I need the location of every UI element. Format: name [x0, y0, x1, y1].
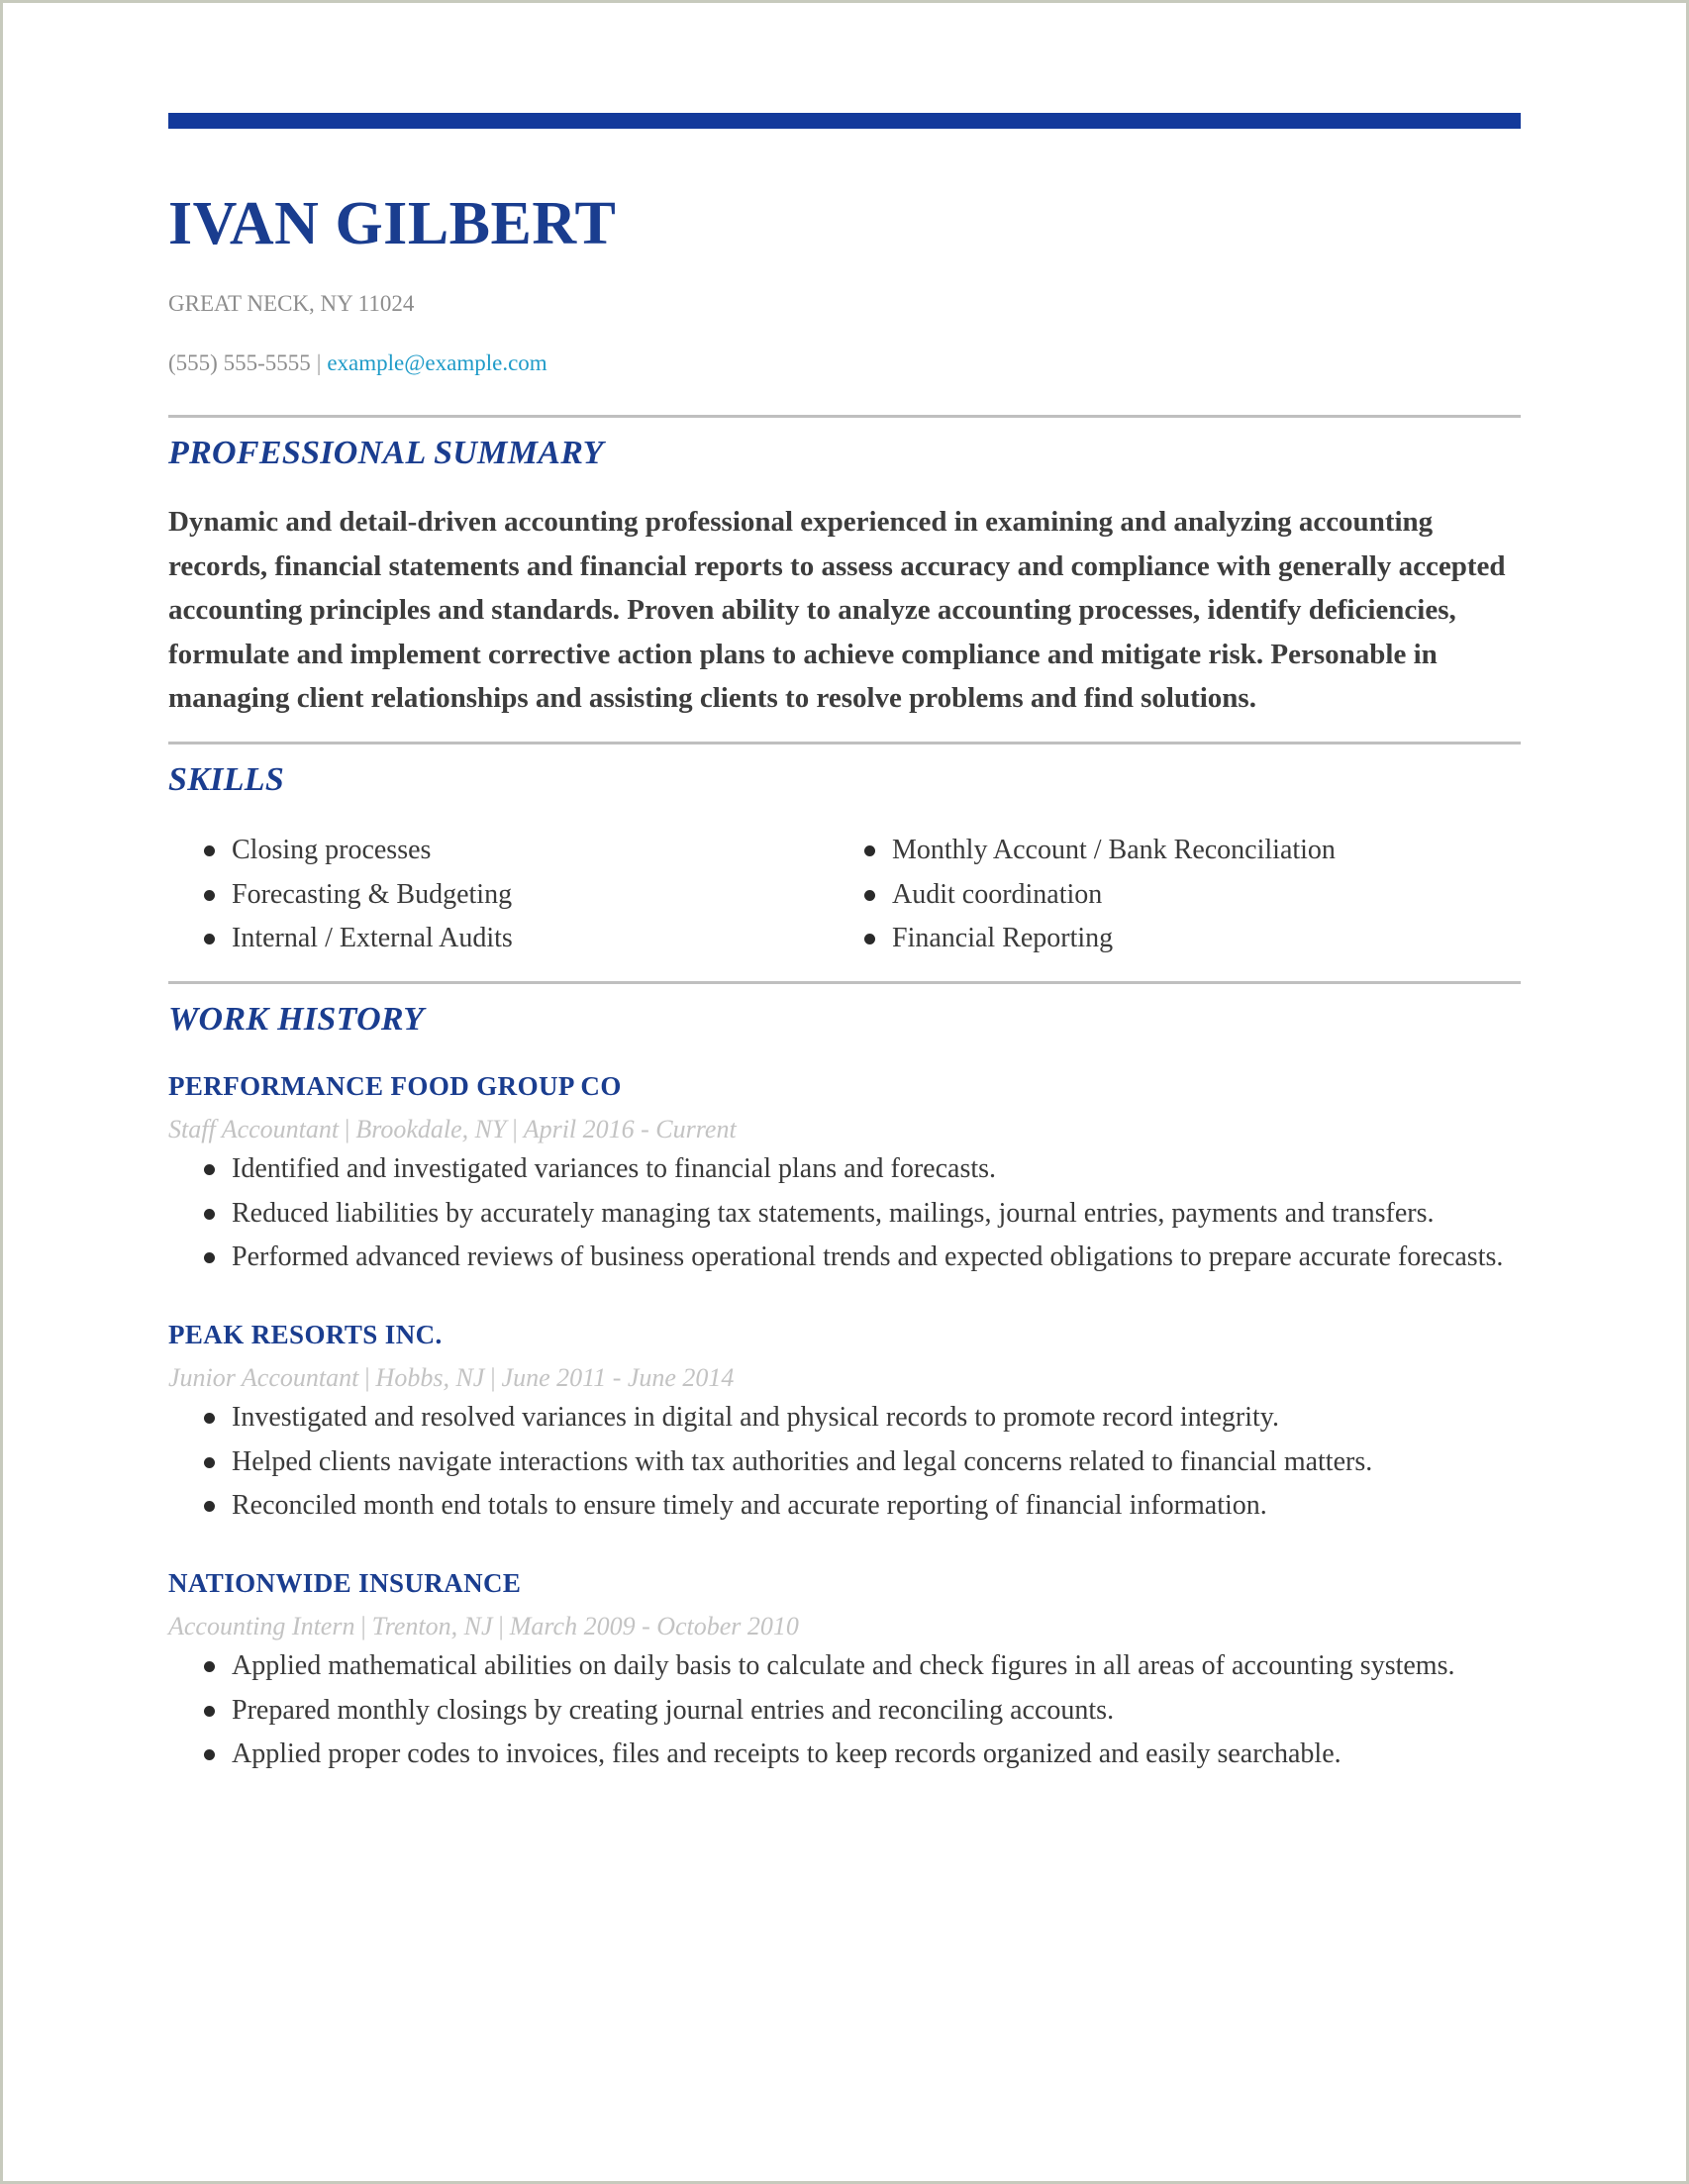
skill-item	[202, 917, 844, 961]
job-entry	[168, 1319, 1521, 1529]
job-employer: PEAK RESORTS INC.	[168, 1319, 443, 1349]
skill-label: Internal / External Audits	[232, 923, 513, 954]
job-bullets	[168, 1396, 1521, 1529]
bullet-icon	[204, 1706, 215, 1717]
skill-item	[202, 829, 844, 873]
bullet-icon	[864, 845, 875, 856]
job-dates: March 2009 - October 2010	[509, 1612, 799, 1641]
bullet-icon	[204, 1209, 215, 1220]
list-item	[202, 1236, 1521, 1280]
meta-separator: |	[498, 1612, 504, 1641]
skills-heading: SKILLS	[168, 760, 285, 798]
bullet-text: Reduced liabilities by accurately managing tax statements, mailings, journal entries, payments and transfers.	[232, 1197, 1435, 1229]
contact-line	[168, 349, 1521, 377]
job-meta	[168, 1114, 1521, 1144]
bullet-text: Prepared monthly closings by creating journal entries and reconciling accounts.	[232, 1694, 1115, 1726]
skill-item	[862, 829, 1521, 873]
meta-separator: |	[490, 1363, 496, 1393]
job-meta	[168, 1362, 1521, 1393]
phone: (555) 555-5555	[168, 349, 311, 375]
skill-label: Monthly Account / Bank Reconciliation	[892, 835, 1336, 866]
email-link[interactable]: example@example.com	[327, 349, 547, 375]
job-dates: April 2016 - Current	[523, 1115, 737, 1144]
bullet-text: Applied mathematical abilities on daily basis to calculate and check figures in all areas of accounting systems.	[232, 1650, 1455, 1682]
summary-text: Dynamic and detail-driven accounting professional experienced in examining and analyzing accounting records, financial statements and financial reports to assess accuracy and compliance with generally accepted accounting principles and standards. Proven ability to analyze accounting processes, identify deficiencies, formulate and implement corrective action plans to achieve compliance and mitigate risk. Personable in managing client relationships and assisting clients to resolve problems and find solutions.	[168, 506, 1506, 715]
bullet-icon	[204, 1164, 215, 1175]
job-employer: PERFORMANCE FOOD GROUP CO	[168, 1070, 622, 1101]
bullet-icon	[204, 845, 215, 856]
skill-item	[862, 917, 1521, 961]
job-dates: June 2011 - June 2014	[501, 1363, 735, 1393]
job-bullets	[168, 1147, 1521, 1280]
list-item	[202, 1733, 1521, 1777]
bullet-icon	[204, 1413, 215, 1424]
job-location: Trenton, NJ	[371, 1612, 493, 1641]
bullet-icon	[204, 1501, 215, 1512]
header-accent-bar	[168, 113, 1521, 129]
job-employer: NATIONWIDE INSURANCE	[168, 1567, 522, 1598]
bullet-text: Performed advanced reviews of business operational trends and expected obligations to prepare accurate forecasts.	[232, 1241, 1504, 1273]
summary-heading: PROFESSIONAL SUMMARY	[168, 435, 604, 472]
contact-separator: |	[316, 349, 322, 375]
job-bullets	[168, 1644, 1521, 1777]
bullet-icon	[204, 1749, 215, 1760]
skill-item	[202, 873, 844, 918]
job-entry	[168, 1070, 1521, 1280]
section-divider	[168, 742, 1521, 745]
list-item	[202, 1440, 1521, 1485]
job-meta	[168, 1611, 1521, 1641]
skill-item	[862, 873, 1521, 918]
bullet-icon	[204, 934, 215, 944]
list-item	[202, 1396, 1521, 1440]
job-entry	[168, 1567, 1521, 1777]
meta-separator: |	[364, 1363, 370, 1393]
skill-label: Financial Reporting	[892, 923, 1114, 954]
job-position: Accounting Intern	[168, 1612, 355, 1641]
job-position: Staff Accountant	[168, 1115, 340, 1144]
list-item	[202, 1689, 1521, 1734]
bullet-icon	[204, 1252, 215, 1263]
bullet-text: Investigated and resolved variances in digital and physical records to promote record integrity.	[232, 1402, 1279, 1434]
skill-label: Forecasting & Budgeting	[232, 878, 513, 910]
section-divider	[168, 415, 1521, 418]
bullet-text: Applied proper codes to invoices, files and receipts to keep records organized and easily searchable.	[232, 1738, 1341, 1770]
meta-separator: |	[512, 1115, 518, 1144]
skills-column-left	[168, 829, 844, 961]
work-history-heading: WORK HISTORY	[168, 1000, 425, 1038]
meta-separator: |	[345, 1115, 350, 1144]
bullet-icon	[204, 1457, 215, 1468]
job-location: Hobbs, NJ	[375, 1363, 485, 1393]
job-location: Brookdale, NY	[355, 1115, 507, 1144]
bullet-text: Helped clients navigate interactions with tax authorities and legal concerns related to financial matters.	[232, 1445, 1373, 1477]
skill-label: Audit coordination	[892, 878, 1103, 910]
skills-list	[168, 829, 1521, 961]
list-item	[202, 1484, 1521, 1529]
meta-separator: |	[360, 1612, 366, 1641]
bullet-text: Reconciled month end totals to ensure timely and accurate reporting of financial information.	[232, 1490, 1267, 1522]
address: GREAT NECK, NY 11024	[168, 291, 415, 317]
list-item	[202, 1192, 1521, 1237]
section-divider	[168, 981, 1521, 984]
skill-label: Closing processes	[232, 835, 432, 866]
bullet-icon	[204, 1661, 215, 1672]
resume-document	[168, 129, 1521, 1777]
candidate-name: IVAN GILBERT	[168, 190, 617, 257]
list-item	[202, 1147, 1521, 1192]
job-position: Junior Accountant	[168, 1363, 359, 1393]
bullet-text: Identified and investigated variances to financial plans and forecasts.	[232, 1153, 997, 1185]
bullet-icon	[864, 934, 875, 944]
skills-column-right	[844, 829, 1521, 961]
bullet-icon	[864, 890, 875, 901]
bullet-icon	[204, 890, 215, 901]
list-item	[202, 1644, 1521, 1689]
